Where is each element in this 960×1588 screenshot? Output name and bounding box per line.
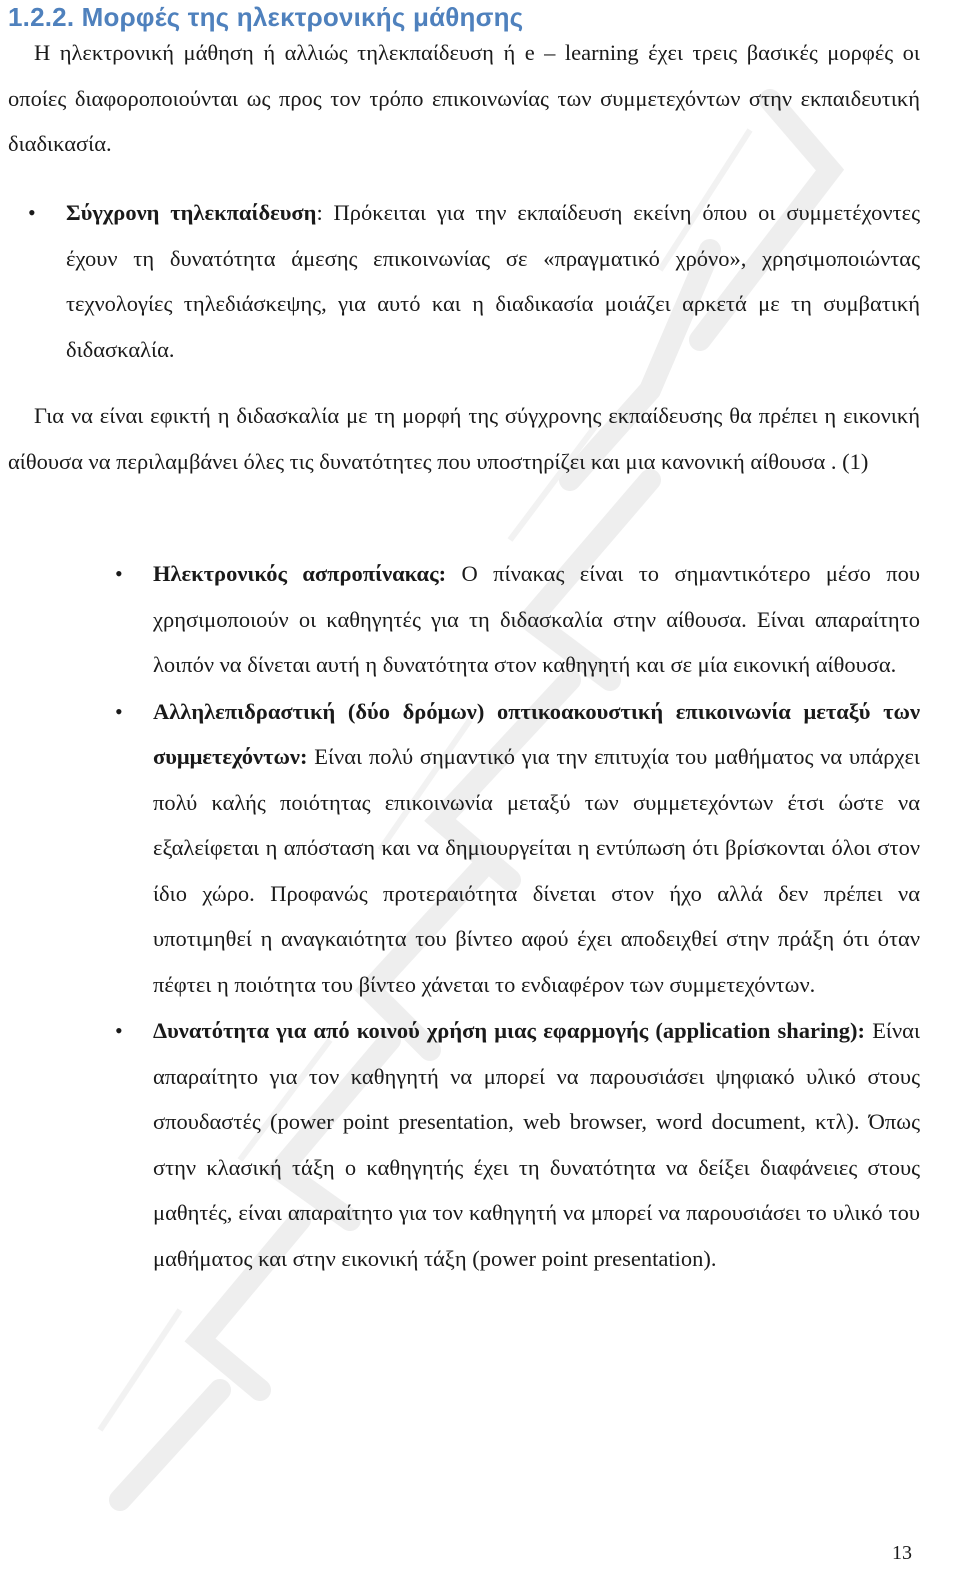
bullet-text: : Πρόκειται για την εκπαίδευση εκείνη όπου οι συμμετέχοντες έχουν τη δυνατότητα άμεσης επικοινωνίας σε «πραγματικό χρόνο», χρησιμοποιώντας τεχνολογίες τηλεδιάσκεψης, για αυτό και η διαδικασία μοιάζει αρκετά με τη συμβατική διδασκαλία.	[66, 200, 920, 362]
synchronous-bullet-list	[66, 190, 920, 372]
bullet-term: Δυνατότητα για από κοινού χρήση μιας εφαρμογής (application sharing):	[153, 1018, 866, 1043]
bullet-term: Ηλεκτρονικός ασπροπίνακας:	[153, 561, 447, 586]
page-number: 13	[892, 1542, 912, 1564]
list-item	[153, 689, 920, 1008]
bullet-term: Αλληλεπιδραστική (δύο δρόμων) οπτικοακουστική επικοινωνία μεταξύ των συμμετεχόντων:	[153, 698, 920, 769]
bullet-text: Είναι απαραίτητο για τον καθηγητή να μπορεί να παρουσιάσει ψηφιακό υλικό στους σπουδαστές (power point presentation, web browser, word document, κτλ). Όπως στην κλασική τάξη ο καθηγητής έχει τη δυνατότητα να δείξει διαφάνειες στους μαθητές, είναι απαραίτητο για τον καθηγητή να μπορεί να παρουσιάσει το υλικό του μαθήματος και στην εικονική τάξη (power point presentation).	[153, 1018, 920, 1271]
list-item	[66, 190, 920, 372]
list-item	[153, 1008, 920, 1281]
section-heading: 1.2.2. Μορφές της ηλεκτρονικής μάθησης	[8, 2, 524, 32]
bullet-text: Ο πίνακας είναι το σημαντικότερο μέσο που χρησιμοποιούν οι καθηγητές για τη διδασκαλία στην αίθουσα. Είναι απαραίτητο λοιπόν να δίνεται αυτή η δυνατότητα στον καθηγητή και σε μία εικονική αίθουσα.	[153, 561, 920, 677]
bullet-text: Είναι πολύ σημαντικό για την επιτυχία του μαθήματος να υπάρχει πολύ καλής ποιότητας επικοινωνία μεταξύ των συμμετεχόντων έτσι ώστε να εξαλείφεται η απόσταση και να δημιουργείται η εντύπωση ότι βρίσκονται όλοι στον ίδιο χώρο. Προφανώς προτεραιότητα δίνεται στον ήχο αλλά δεν πρέπει να υποτιμηθεί η αναγκαιότητα του βίντεο αφού έχει αποδειχθεί στην πράξη ότι όταν πέφτει η ποιότητα του βίντεο χάνεται το ενδιαφέρον των συμμετεχόντων.	[153, 744, 920, 997]
bullet-term: Σύγχρονη τηλεκπαίδευση	[66, 200, 317, 225]
features-bullet-list	[153, 551, 920, 1281]
list-item	[153, 551, 920, 688]
intro-paragraph: Η ηλεκτρονική μάθηση ή αλλιώς τηλεκπαίδευση ή e – learning έχει τρεις βασικές μορφές οι οποίες διαφοροποιούνται ως προς τον τρόπο επικοινωνίας των συμμετεχόντων στην εκπαιδευτική διαδικασία.	[8, 40, 920, 156]
requirements-paragraph: Για να είναι εφικτή η διδασκαλία με τη μορφή της σύγχρονης εκπαίδευσης θα πρέπει η εικονική αίθουσα να περιλαμβάνει όλες τις δυνατότητες που υποστηρίζει και μια κανονική αίθουσα . (1)	[8, 403, 920, 474]
